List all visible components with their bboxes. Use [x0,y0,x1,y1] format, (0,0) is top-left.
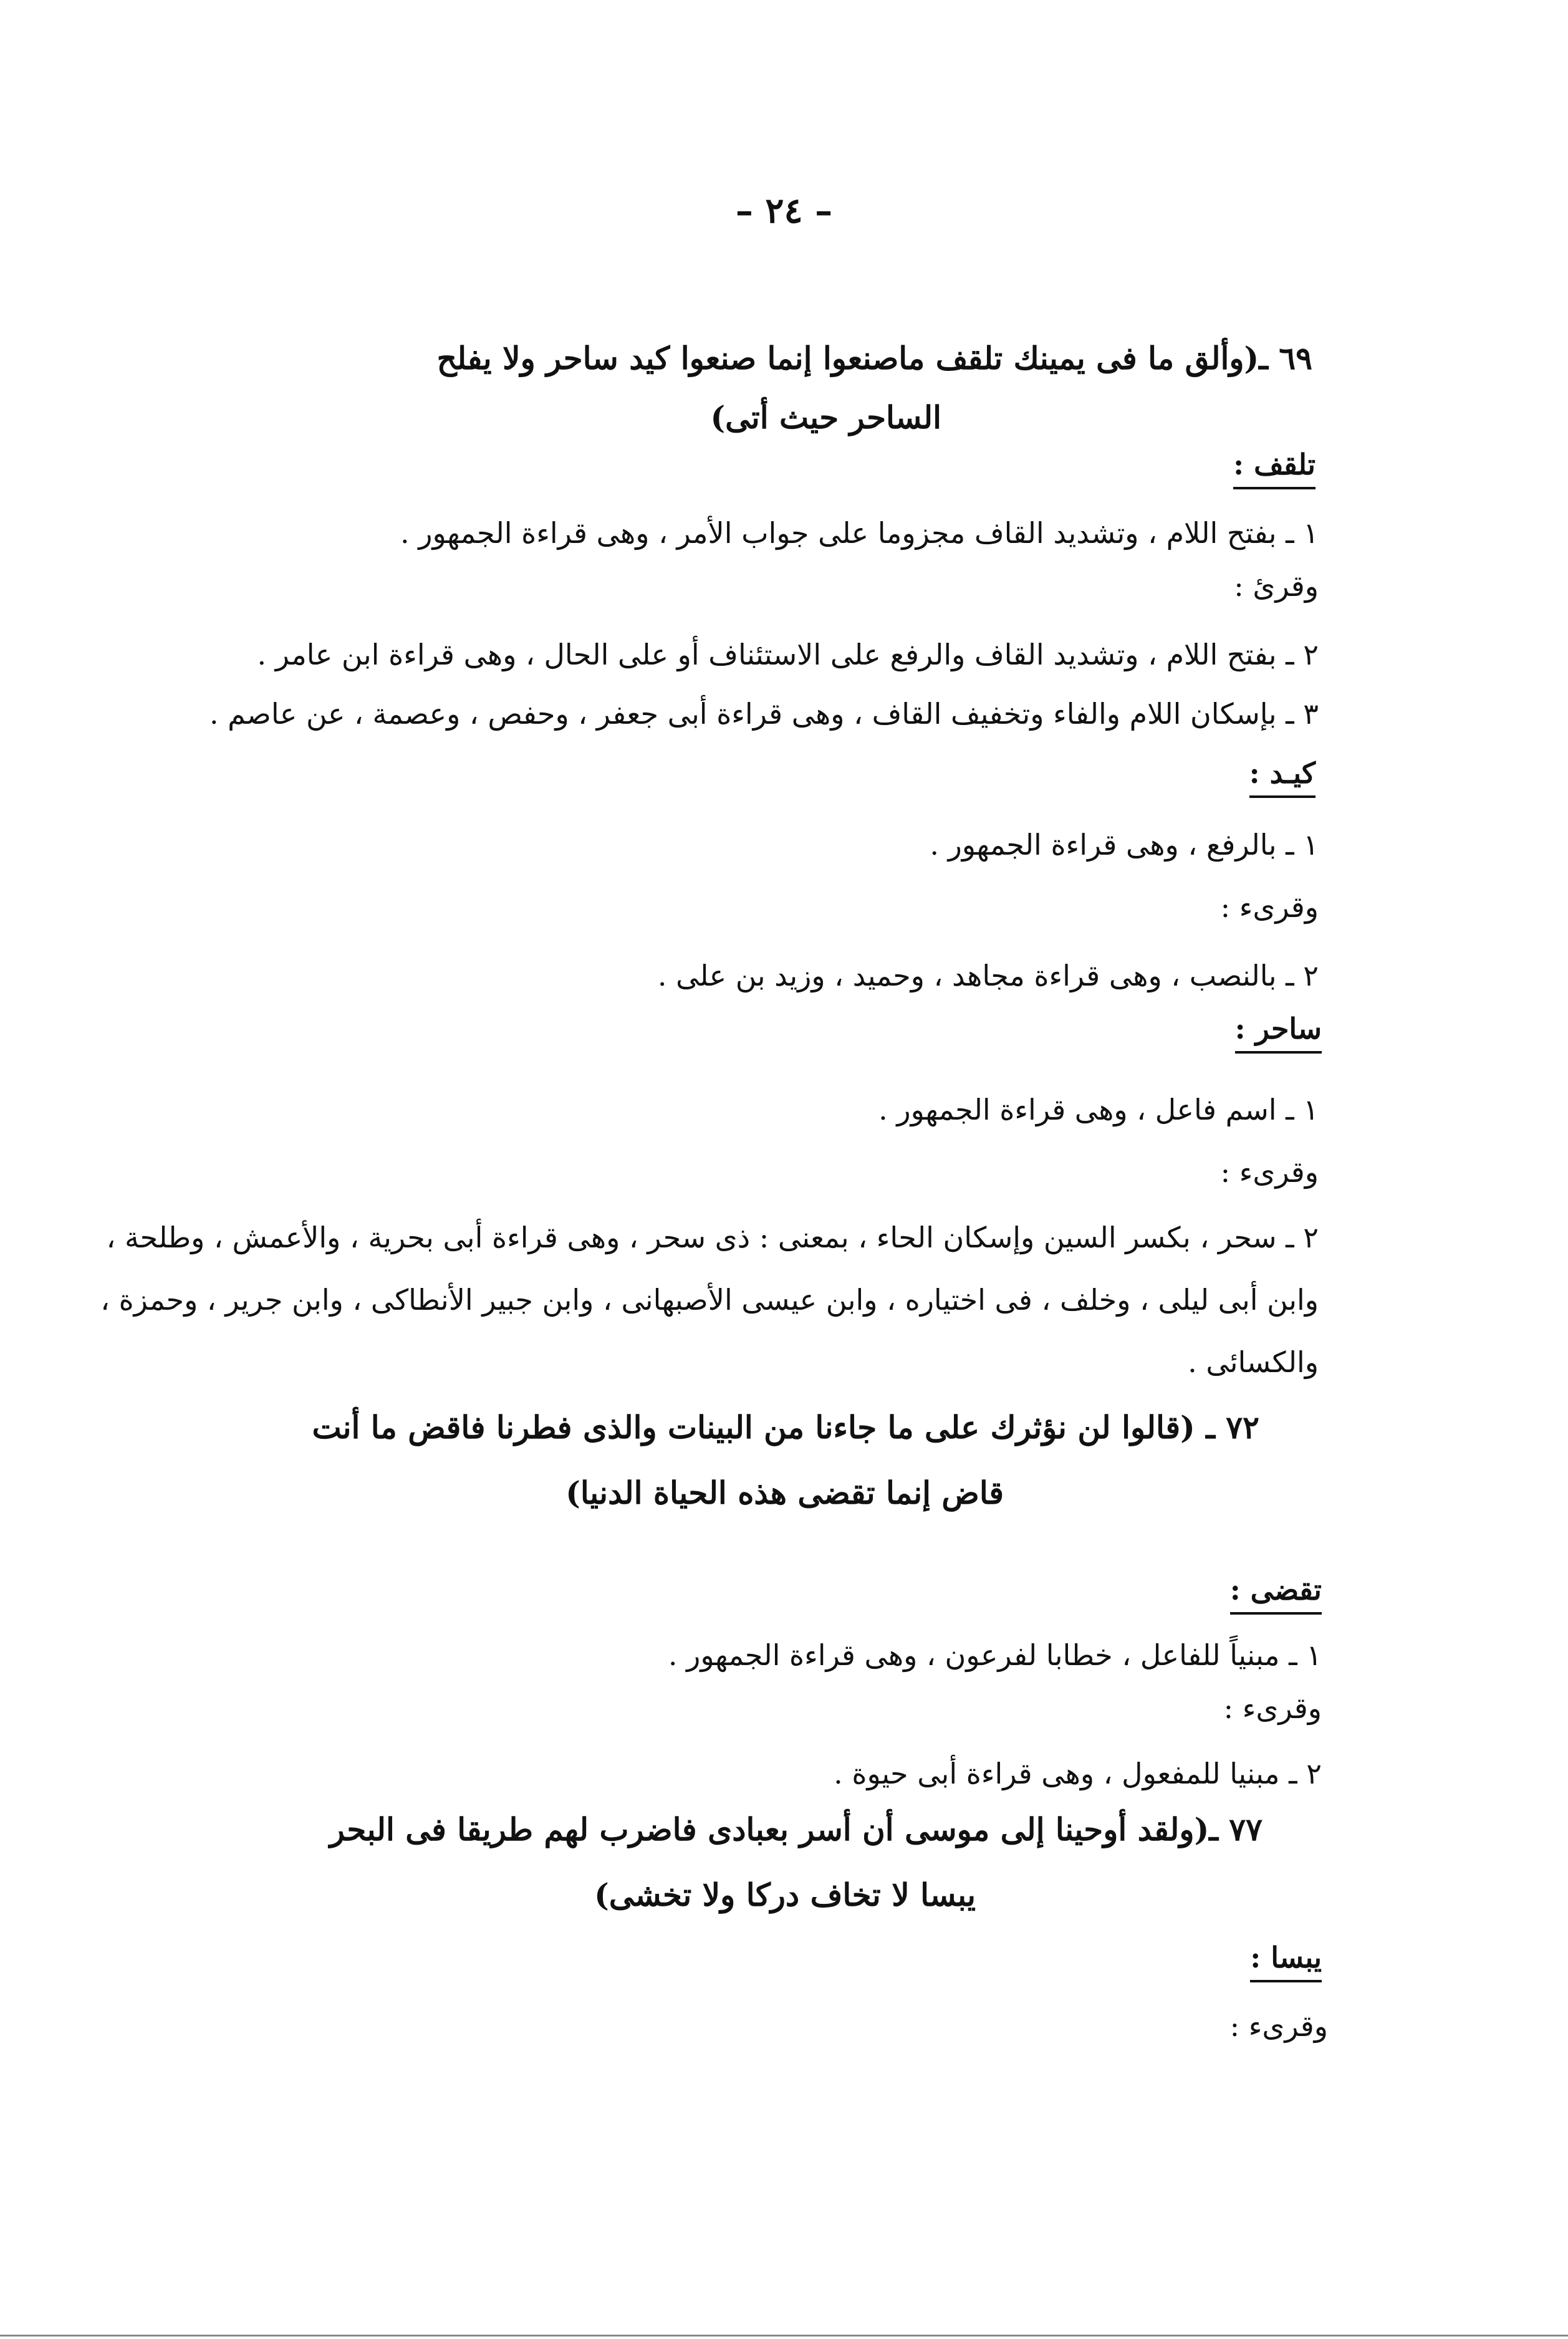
sahir-reading-2-line-1: ٢ ـ سحر ، بكسر السين وإسكان الحاء ، بمعنى : ذى سحر ، وهى قراءة أبى بحرية ، والأعمش ، وطلحة ، [106,1221,1319,1254]
verse-77-line-2: يبسا لا تخاف دركا ولا تخشى) [594,1876,976,1913]
taqdi-reading-1: ١ ـ مبنياً للفاعل ، خطابا لفرعون ، وهى قراءة الجمهور . [668,1638,1322,1672]
talqaf-variant-label: وقرئ : [1234,569,1319,603]
sahir-reading-2-line-2: وابن أبى ليلى ، وخلف ، فى اختياره ، وابن عيسى الأصبهانى ، وابن جبير الأنطاكى ، وابن جرير ، وحمزة ، [100,1283,1319,1317]
taqdi-variant-label: وقرىء : [1223,1691,1322,1725]
yabasa-variant-label: وقرىء : [1229,2009,1328,2043]
verse-72-line-1: ٧٢ ـ (قالوا لن نؤثرك على ما جاءنا من البينات والذى فطرنا فاقض ما أنت [312,1409,1259,1446]
kayd-reading-2: ٢ ـ بالنصب ، وهى قراءة مجاهد ، وحميد ، وزيد بن على . [657,959,1319,992]
page-bottom-edge [0,2335,1568,2337]
kayd-variant-label: وقرىء : [1220,890,1319,924]
verse-77-line-1: ٧٧ ـ(ولقد أوحينا إلى موسى أن أسر بعبادى فاضرب لهم طريقا فى البحر [329,1811,1263,1848]
talqaf-reading-3: ٣ ـ بإسكان اللام والفاء وتخفيف القاف ، وهى قراءة أبى جعفر ، وحفص ، وعصمة ، عن عاصم . [209,697,1319,731]
taqdi-reading-2: ٢ ـ مبنيا للمفعول ، وهى قراءة أبى حيوة . [834,1757,1322,1790]
sahir-reading-2-line-3: والكسائى . [1188,1345,1319,1379]
kayd-reading-1: ١ ـ بالرفع ، وهى قراءة الجمهور . [930,828,1319,862]
verse-69-line-2: الساحر حيث أتى) [710,399,941,436]
talqaf-reading-1: ١ ـ بفتح اللام ، وتشديد القاف مجزوما على جواب الأمر ، وهى قراءة الجمهور . [400,516,1319,550]
page-number: – ٢٤ – [735,190,833,231]
heading-taqdi: تقضى : [1230,1571,1322,1615]
sahir-variant-label: وقرىء : [1220,1155,1319,1189]
sahir-reading-1: ١ ـ اسم فاعل ، وهى قراءة الجمهور . [878,1093,1319,1126]
heading-yabasa: يبسا : [1250,1939,1322,1982]
heading-kayd: كيـد : [1249,754,1315,798]
verse-72-line-2: قاض إنما تقضى هذه الحياة الدنيا) [565,1474,1004,1511]
heading-sahir: ساحر : [1235,1010,1322,1054]
verse-69-line-1: ٦٩ ـ(وألق ما فى يمينك تلقف ماصنعوا إنما صنعوا كيد ساحر ولا يفلح [436,340,1312,377]
heading-talqaf: تلقف : [1233,446,1315,489]
talqaf-reading-2: ٢ ـ بفتح اللام ، وتشديد القاف والرفع على الاستئناف أو على الحال ، وهى قراءة ابن عامر . [257,638,1319,671]
